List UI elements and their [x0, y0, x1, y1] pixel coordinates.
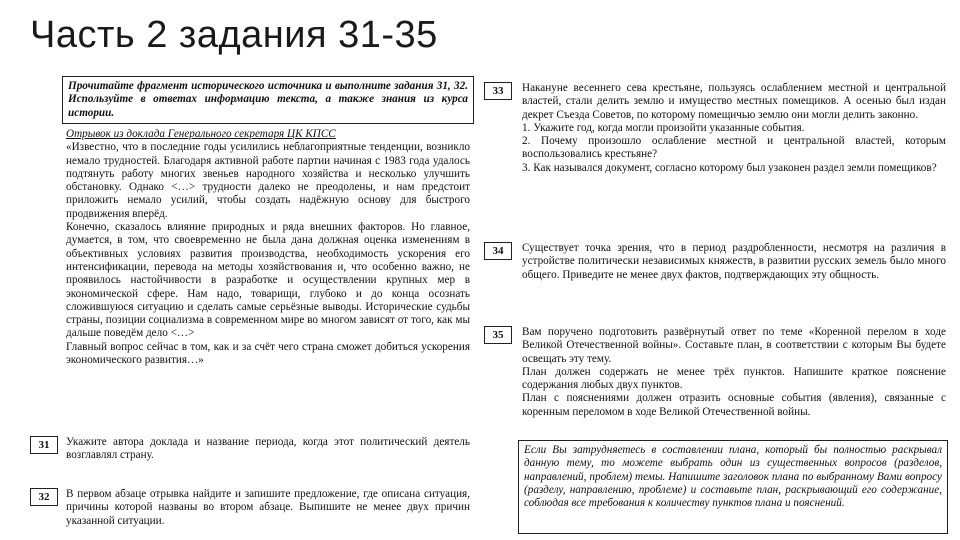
task-32	[66, 488, 470, 528]
task-number-32: 32	[30, 488, 58, 506]
instruction-box	[62, 76, 474, 124]
task-35-paragraph-2: План должен содержать не менее трёх пунктов. Напишите краткое пояснение содержания любых двух пунктов.	[522, 365, 946, 392]
task-35	[522, 326, 946, 419]
task-35-paragraph-3: План с пояснениями должен отразить основные события (явления), связанные с коренным переломом в ходе Великой Отечественной войны.	[522, 392, 946, 418]
task-33-question-3: 3. Как назывался документ, согласно которому был узаконен раздел земли помещиков?	[522, 161, 937, 174]
source-title: Отрывок из доклада Генерального секретаря ЦК КПСС	[66, 128, 336, 140]
source-paragraph-1: «Известно, что в последние годы усилились неблагоприятные тенденции, возникло немало трудностей. Благодаря активной работе партии начиная с 1983 года удалось подтянуть работу многих звеньев народного хозяйства и несколько улучшить обстановку. Однако <…> трудности далеко не преодолены, и нам предстоит приложить немало усилий, чтобы создать надёжную основу для быстрого продвижения вперёд.	[66, 141, 470, 220]
task-33-question-2: 2. Почему произошло ослабление местной и центральной властей, которым воспользовались крестьяне?	[522, 135, 946, 161]
task-33	[522, 82, 946, 175]
task-33-text: Накануне весеннего сева крестьяне, пользуясь ослаблением местной и центральной властей, стали делить землю и имущество местных помещиков. А осенью был издан декрет Съезда Советов, по которому помещичью землю они могли делить законно.	[522, 82, 946, 121]
task-number-33: 33	[484, 82, 512, 100]
instruction-text: Прочитайте фрагмент исторического источника и выполните задания 31, 32. Используйте в ответах информацию текста, а также знания из курса истории.	[68, 80, 468, 119]
task-33-question-1: 1. Укажите год, когда могли произойти указанные события.	[522, 121, 805, 134]
task-number-35: 35	[484, 326, 512, 344]
slide-title: Часть 2 задания 31-35	[30, 14, 438, 56]
task-34-text: Существует точка зрения, что в период раздробленности, несмотря на различия в устройстве политически независимых княжеств, в развитии русских земель было много общего. Приведите не менее двух фактов, подтверждающих эту общность.	[522, 242, 946, 281]
task-number-34: 34	[484, 242, 512, 260]
task-35-text: Вам поручено подготовить развёрнутый ответ по теме «Коренной перелом в ходе Великой Отечественной войны». Составьте план, в соответствии с которым Вы будете освещать эту тему.	[522, 326, 946, 365]
task-35-note-box	[518, 440, 948, 534]
task-34	[522, 242, 946, 282]
task-31-text: Укажите автора доклада и название периода, когда этот политический деятель возглавлял страну.	[66, 436, 470, 462]
task-number-31: 31	[30, 436, 58, 454]
task-35-note: Если Вы затрудняетесь в составлении плана, который бы полностью раскрывал данную тему, то можете выбрать один из существенных вопросов (разделов, направлений, проблем) темы. Напишите заголовок плана по выбранному Вами вопросу (разделу, направлению, проблеме) и составьте план, раскрывающий его содержание, соблюдая все требования к количеству пунктов плана и пояснений.	[524, 444, 942, 510]
historical-source	[66, 128, 470, 367]
task-31	[66, 436, 470, 463]
task-32-text: В первом абзаце отрывка найдите и запишите предложение, где описана ситуация, причины которой названы во втором абзаце. Выпишите не менее двух причин указанной ситуации.	[66, 488, 470, 527]
source-paragraph-3: Главный вопрос сейчас в том, как и за счёт чего страна сможет добиться ускорения экономического развития…»	[66, 340, 470, 367]
source-paragraph-2: Конечно, сказалось влияние природных и ряда внешних факторов. Но главное, думается, в том, что своевременно не была дана должная оценка изменениям в объективных условиях развития производства, необходимость ускорения его интенсификации, перевода на методы хозяйствования и, что особенно важно, не проявилось настойчивости в разработке и осуществлении крупных мер в экономической сфере. Нам надо, товарищи, глубоко и до конца осознать сложившуюся ситуацию и сделать самые серьёзные выводы. Исторические судьбы страны, позиции социализма в современном мире во многом зависят от того, как мы дальше поведём дело <…>	[66, 221, 470, 340]
